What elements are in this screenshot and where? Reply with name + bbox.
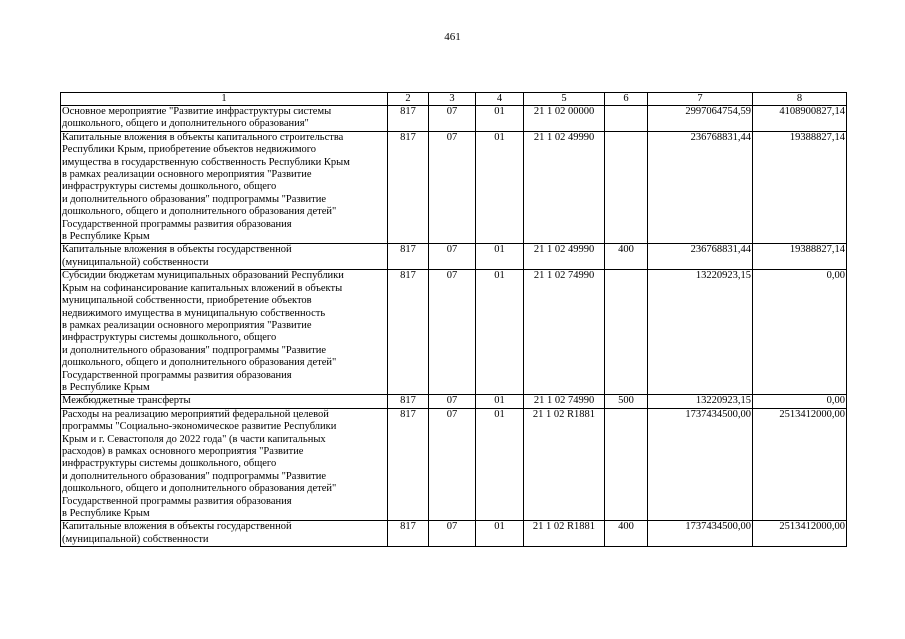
section-cell: 07 [429,521,476,547]
header-cell: 6 [605,93,648,106]
row-name-cell: Капитальные вложения в объекты государственной (муниципальной) собственности [61,521,388,547]
table-row [61,395,847,408]
section-cell: 07 [429,244,476,270]
target-article-cell: 21 1 02 74990 [524,395,605,408]
amount-year1-cell: 13220923,15 [648,395,753,408]
target-article-cell: 21 1 02 R1881 [524,521,605,547]
expense-type-cell: 500 [605,395,648,408]
grbs-cell: 817 [388,521,429,547]
expense-type-cell [605,131,648,244]
row-name-cell: Межбюджетные трансферты [61,395,388,408]
expense-type-cell [605,270,648,395]
table-row [61,244,847,270]
header-cell: 2 [388,93,429,106]
subsection-cell: 01 [476,521,524,547]
table-row [61,270,847,395]
subsection-cell: 01 [476,244,524,270]
table-row [61,408,847,521]
section-cell: 07 [429,395,476,408]
amount-year1-cell: 2997064754,59 [648,106,753,132]
subsection-cell: 01 [476,408,524,521]
expense-type-cell: 400 [605,521,648,547]
header-row [61,93,847,106]
target-article-cell: 21 1 02 49990 [524,131,605,244]
amount-year2-cell: 19388827,14 [753,131,847,244]
target-article-cell: 21 1 02 49990 [524,244,605,270]
amount-year2-cell: 4108900827,14 [753,106,847,132]
header-cell: 8 [753,93,847,106]
header-cell: 4 [476,93,524,106]
grbs-cell: 817 [388,106,429,132]
amount-year2-cell: 2513412000,00 [753,521,847,547]
section-cell: 07 [429,408,476,521]
amount-year1-cell: 13220923,15 [648,270,753,395]
row-name-cell: Расходы на реализацию мероприятий федеральной целевой программы "Социально-экономическое развитие Республики Крым и г. Севастополя до 2022 года" (в части капитальных расходов) в рамках основного мероприятия "Развитие инфраструктуры системы дошкольного, общего и дополнительного образования" подпрограммы "Развитие дошкольного, общего и дополнительного образования детей" Государственной программы развития образования в Республике Крым [61,408,388,521]
amount-year1-cell: 236768831,44 [648,131,753,244]
section-cell: 07 [429,131,476,244]
amount-year1-cell: 1737434500,00 [648,408,753,521]
target-article-cell: 21 1 02 00000 [524,106,605,132]
grbs-cell: 817 [388,244,429,270]
subsection-cell: 01 [476,131,524,244]
target-article-cell: 21 1 02 R1881 [524,408,605,521]
budget-table [60,92,847,547]
row-name-cell: Субсидии бюджетам муниципальных образований Республики Крым на софинансирование капитальных вложений в объекты муниципальной собственности, приобретение объектов недвижимого имущества в муниципальную собственность в рамках реализации основного мероприятия "Развитие инфраструктуры системы дошкольного, общего и дополнительного образования" подпрограммы "Развитие дошкольного, общего и дополнительного образования детей" Государственной программы развития образования в Республике Крым [61,270,388,395]
grbs-cell: 817 [388,131,429,244]
grbs-cell: 817 [388,408,429,521]
subsection-cell: 01 [476,106,524,132]
amount-year2-cell: 0,00 [753,395,847,408]
row-name-cell: Основное мероприятие "Развитие инфраструктуры системы дошкольного, общего и дополнительного образования" [61,106,388,132]
table-row [61,131,847,244]
row-name-cell: Капитальные вложения в объекты капитального строительства Республики Крым, приобретение объектов недвижимого имущества в государственную собственность Республики Крым в рамках реализации основного мероприятия "Развитие инфраструктуры системы дошкольного, общего и дополнительного образования" подпрограммы "Развитие дошкольного, общего и дополнительного образования детей" Государственной программы развития образования в Республике Крым [61,131,388,244]
amount-year2-cell: 2513412000,00 [753,408,847,521]
subsection-cell: 01 [476,270,524,395]
grbs-cell: 817 [388,270,429,395]
expense-type-cell [605,408,648,521]
amount-year2-cell: 0,00 [753,270,847,395]
target-article-cell: 21 1 02 74990 [524,270,605,395]
section-cell: 07 [429,106,476,132]
amount-year1-cell: 236768831,44 [648,244,753,270]
header-cell: 5 [524,93,605,106]
table-row [61,106,847,132]
header-cell: 1 [61,93,388,106]
amount-year2-cell: 19388827,14 [753,244,847,270]
header-cell: 7 [648,93,753,106]
page-number: 461 [444,31,461,43]
expense-type-cell [605,106,648,132]
header-cell: 3 [429,93,476,106]
table-row [61,521,847,547]
amount-year1-cell: 1737434500,00 [648,521,753,547]
grbs-cell: 817 [388,395,429,408]
section-cell: 07 [429,270,476,395]
expense-type-cell: 400 [605,244,648,270]
subsection-cell: 01 [476,395,524,408]
row-name-cell: Капитальные вложения в объекты государственной (муниципальной) собственности [61,244,388,270]
